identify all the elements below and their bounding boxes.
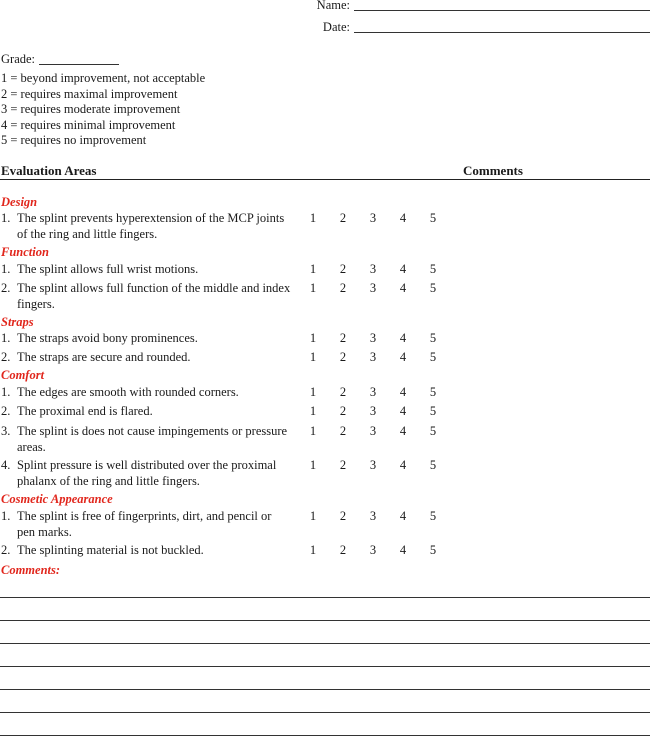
section-title-comfort: Comfort <box>1 368 45 382</box>
rating-option[interactable]: 5 <box>429 262 437 276</box>
item-number: 1. <box>1 385 11 399</box>
rating-option[interactable]: 5 <box>429 509 437 523</box>
rating-option[interactable]: 1 <box>309 211 317 225</box>
rating-row[interactable] <box>306 542 446 558</box>
rating-option[interactable]: 4 <box>399 404 407 418</box>
rating-option[interactable]: 5 <box>429 211 437 225</box>
rating-option[interactable]: 5 <box>429 331 437 345</box>
section-title-design: Design <box>1 195 38 209</box>
rating-option[interactable]: 3 <box>369 385 377 399</box>
scale-item: 2 = requires maximal improvement <box>1 86 178 101</box>
rating-option[interactable]: 2 <box>339 385 347 399</box>
rating-option[interactable]: 1 <box>309 385 317 399</box>
header-rule <box>0 179 650 180</box>
rating-option[interactable]: 5 <box>429 281 437 295</box>
rating-option[interactable]: 3 <box>369 458 377 472</box>
item-number: 3. <box>1 424 11 438</box>
item-number: 2. <box>1 404 11 418</box>
rating-option[interactable]: 4 <box>399 385 407 399</box>
comments-heading: Comments <box>463 163 523 178</box>
rating-option[interactable]: 1 <box>309 424 317 438</box>
comment-line[interactable] <box>0 689 650 690</box>
item-number: 4. <box>1 458 11 472</box>
rating-option[interactable]: 3 <box>369 404 377 418</box>
rating-option[interactable]: 2 <box>339 262 347 276</box>
rating-option[interactable]: 5 <box>429 458 437 472</box>
rating-option[interactable]: 3 <box>369 509 377 523</box>
rating-option[interactable]: 2 <box>339 281 347 295</box>
rating-row[interactable] <box>306 280 446 296</box>
rating-option[interactable]: 4 <box>399 262 407 276</box>
rating-option[interactable]: 2 <box>339 211 347 225</box>
item-text: The splint prevents hyperextension of the MCP joints of the ring and little fingers. <box>17 211 285 241</box>
item-number: 1. <box>1 509 11 523</box>
item-text: The splinting material is not buckled. <box>17 543 204 557</box>
rating-option[interactable]: 4 <box>399 543 407 557</box>
name-label: Name: <box>316 0 350 12</box>
rating-option[interactable]: 2 <box>339 424 347 438</box>
comment-line[interactable] <box>0 620 650 621</box>
item-text: The splint is free of fingerprints, dirt, and pencil or pen marks. <box>17 509 272 539</box>
rating-row[interactable] <box>306 384 446 400</box>
rating-option[interactable]: 1 <box>309 281 317 295</box>
scale-item: 4 = requires minimal improvement <box>1 117 176 132</box>
item-number: 1. <box>1 331 11 345</box>
rating-option[interactable]: 5 <box>429 350 437 364</box>
scale-item: 1 = beyond improvement, not acceptable <box>1 71 206 85</box>
rating-option[interactable]: 3 <box>369 331 377 345</box>
rating-option[interactable]: 2 <box>339 543 347 557</box>
rating-option[interactable]: 1 <box>309 350 317 364</box>
rating-option[interactable]: 1 <box>309 262 317 276</box>
item-number: 1. <box>1 262 11 276</box>
item-text: The splint is does not cause impingements or pressure areas. <box>17 424 288 454</box>
rating-option[interactable]: 3 <box>369 281 377 295</box>
rating-option[interactable]: 2 <box>339 404 347 418</box>
item-text: The straps are secure and rounded. <box>17 350 191 364</box>
rating-option[interactable]: 3 <box>369 543 377 557</box>
comment-line[interactable] <box>0 735 650 736</box>
rating-option[interactable]: 5 <box>429 404 437 418</box>
date-label: Date: <box>322 20 350 34</box>
scale-item: 3 = requires moderate improvement <box>1 102 181 117</box>
item-text: The splint allows full function of the middle and index fingers. <box>17 281 291 311</box>
rating-option[interactable]: 3 <box>369 350 377 364</box>
comments-label: Comments: <box>1 563 61 577</box>
item-number: 2. <box>1 281 11 295</box>
rating-option[interactable]: 4 <box>399 331 407 345</box>
section-title-cosmetic-appearance: Cosmetic Appearance <box>1 492 113 506</box>
rating-option[interactable]: 2 <box>339 350 347 364</box>
rating-option[interactable]: 2 <box>339 458 347 472</box>
rating-option[interactable]: 3 <box>369 262 377 276</box>
rating-option[interactable]: 3 <box>369 211 377 225</box>
scale-item: 5 = requires no improvement <box>1 133 147 148</box>
rating-option[interactable]: 5 <box>429 543 437 557</box>
section-title-straps: Straps <box>1 315 34 329</box>
rating-row[interactable] <box>306 349 446 365</box>
rating-row[interactable] <box>306 457 446 473</box>
rating-option[interactable]: 5 <box>429 385 437 399</box>
rating-option[interactable]: 2 <box>339 331 347 345</box>
grade-field[interactable] <box>39 64 119 65</box>
item-text: The splint allows full wrist motions. <box>17 262 199 276</box>
item-text: The edges are smooth with rounded corners. <box>17 385 239 399</box>
rating-row[interactable] <box>306 330 446 346</box>
item-number: 2. <box>1 350 11 364</box>
rating-option[interactable]: 4 <box>399 211 407 225</box>
rating-row[interactable] <box>306 403 446 419</box>
item-text: The straps avoid bony prominences. <box>17 331 198 345</box>
item-number: 1. <box>1 211 11 225</box>
grade-row <box>1 52 119 67</box>
rating-scale <box>1 71 205 149</box>
rating-row[interactable] <box>306 423 446 439</box>
rating-option[interactable]: 1 <box>309 331 317 345</box>
rating-option[interactable]: 1 <box>309 509 317 523</box>
rating-row[interactable] <box>306 508 446 524</box>
rating-row[interactable] <box>306 210 446 226</box>
rating-row[interactable] <box>306 261 446 277</box>
rating-option[interactable]: 1 <box>309 458 317 472</box>
grade-label: Grade: <box>1 52 36 66</box>
name-field[interactable] <box>354 10 650 11</box>
rating-option[interactable]: 4 <box>399 458 407 472</box>
item-number: 2. <box>1 543 11 557</box>
rating-option[interactable]: 4 <box>399 509 407 523</box>
section-title-function: Function <box>1 245 49 259</box>
date-field[interactable] <box>354 32 650 33</box>
comment-line[interactable] <box>0 666 650 667</box>
evaluation-areas-heading: Evaluation Areas <box>1 163 97 178</box>
rating-option[interactable]: 3 <box>369 424 377 438</box>
comment-line[interactable] <box>0 597 650 598</box>
rating-option[interactable]: 2 <box>339 509 347 523</box>
rating-option[interactable]: 4 <box>399 350 407 364</box>
rating-option[interactable]: 4 <box>399 424 407 438</box>
rating-option[interactable]: 1 <box>309 404 317 418</box>
item-text: Splint pressure is well distributed over the proximal phalanx of the ring and little fingers. <box>17 458 277 488</box>
rating-option[interactable]: 4 <box>399 281 407 295</box>
rating-option[interactable]: 5 <box>429 424 437 438</box>
item-text: The proximal end is flared. <box>17 404 153 418</box>
comment-line[interactable] <box>0 712 650 713</box>
rating-option[interactable]: 1 <box>309 543 317 557</box>
comment-line[interactable] <box>0 643 650 644</box>
